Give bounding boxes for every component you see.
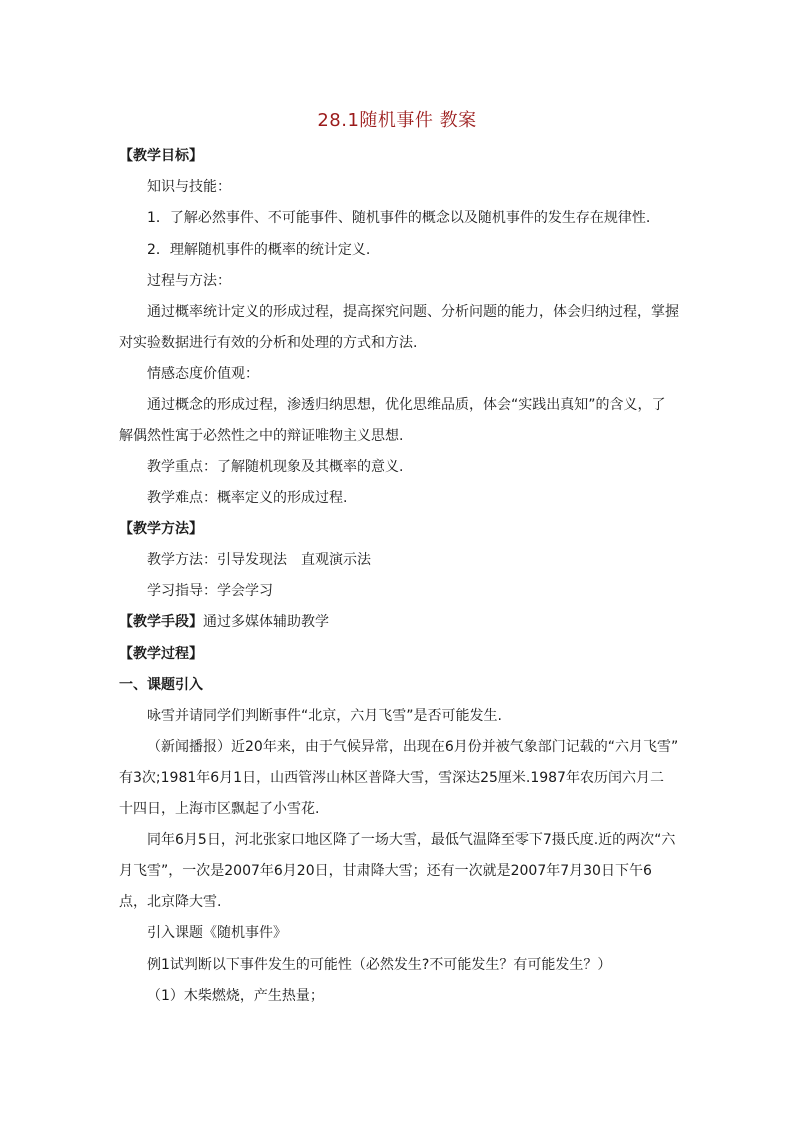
paragraph: 学习指导：学会学习 xyxy=(147,583,273,599)
paragraph: 教学重点：了解随机现象及其概率的意义. xyxy=(147,459,404,475)
paragraph: 通过多媒体辅助教学 xyxy=(203,614,329,630)
section-heading-objectives: 【教学目标】 xyxy=(119,148,203,164)
paragraph: 点，北京降大雪. xyxy=(119,894,222,910)
section-heading-methods: 【教学方法】 xyxy=(119,521,203,537)
paragraph: 通过概率统计定义的形成过程，提高探究问题、分析问题的能力，体会归纳过程，掌握 xyxy=(147,304,679,320)
paragraph: 教学方法：引导发现法 直观演示法 xyxy=(147,552,371,568)
paragraph: 对实验数据进行有效的分析和处理的方式和方法. xyxy=(119,335,418,351)
paragraph: 有3次;1981年6月1日，山西管涔山林区普降大雪，雪深达25厘米.1987年农历闰六月二 xyxy=(119,770,664,786)
paragraph: 情感态度价值观： xyxy=(147,366,259,382)
paragraph: 解偶然性寓于必然性之中的辩证唯物主义思想. xyxy=(119,428,404,444)
paragraph: 教学难点：概率定义的形成过程. xyxy=(147,490,348,506)
paragraph: 知识与技能： xyxy=(147,179,231,195)
paragraph: 引入课题《随机事件》 xyxy=(147,925,287,941)
document-title: 28.1随机事件 教案 xyxy=(317,110,477,131)
paragraph: 通过概念的形成过程，渗透归纳思想，优化思维品质，体会“实践出真知”的含义，了 xyxy=(147,397,666,413)
paragraph: （新闻播报）近20年来，由于气候异常，出现在6月份并被气象部门记载的“六月飞雪” xyxy=(147,739,679,755)
paragraph: 例1试判断以下事件发生的可能性（必然发生?不可能发生？有可能发生？） xyxy=(147,957,612,973)
paragraph: 月飞雪”，一次是2007年6月20日，甘肃降大雪；还有一次就是2007年7月30日下午6 xyxy=(119,863,652,879)
section-heading-means: 【教学手段】 xyxy=(119,614,203,630)
paragraph: 2．理解随机事件的概率的统计定义. xyxy=(147,242,371,258)
paragraph: 同年6月5日，河北张家口地区降了一场大雪，最低气温降至零下7摄氏度.近的两次“六 xyxy=(147,832,676,848)
paragraph: 过程与方法： xyxy=(147,273,231,289)
paragraph: 咏雪并请同学们判断事件“北京，六月飞雪”是否可能发生. xyxy=(147,708,502,724)
section-heading-process: 【教学过程】 xyxy=(119,646,203,662)
paragraph: （1）木柴燃烧，产生热量； xyxy=(147,988,324,1004)
subsection-heading-intro: 一、课题引入 xyxy=(119,677,203,693)
paragraph: 1．了解必然事件、不可能事件、随机事件的概念以及随机事件的发生存在规律性. xyxy=(147,210,651,226)
paragraph: 十四日，上海市区飘起了小雪花. xyxy=(119,801,320,817)
